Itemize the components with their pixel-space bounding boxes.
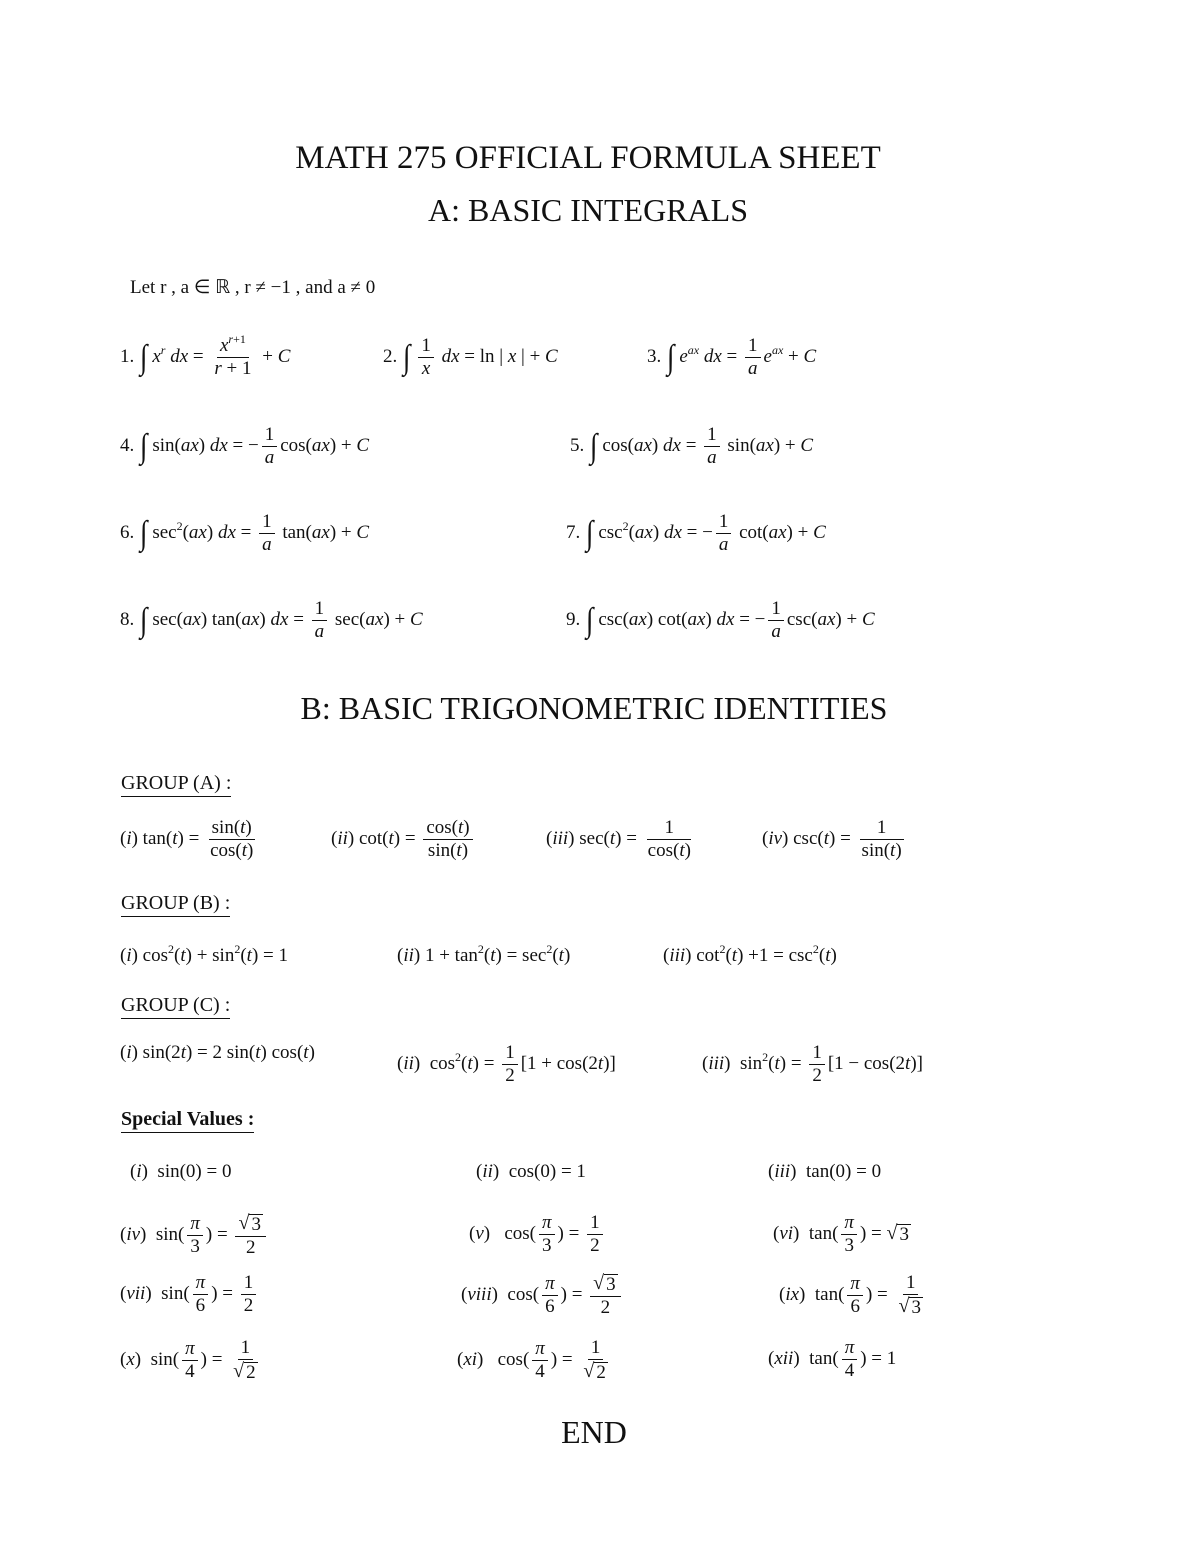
page-title: MATH 275 OFFICIAL FORMULA SHEET	[295, 140, 881, 176]
special-value-ii: (ii) cos(0) = 1	[476, 1161, 586, 1182]
integral-8: 8. ∫ sec(ax) tan(ax) dx = $\frac{1}{a}$ sec(ax) + C	[120, 598, 423, 642]
integral-number: 4.	[120, 434, 135, 456]
special-values-label: Special Values :	[121, 1108, 254, 1133]
identity-a-iii: (iii) sec(t) = $\frac{1}{\cos(t)}$	[546, 817, 691, 861]
section-b-heading: B: BASIC TRIGONOMETRIC IDENTITIES	[300, 690, 888, 726]
identity-a-ii: (ii) cot(t) = $\frac{\cos(t)}{\sin(t)}$	[331, 818, 476, 861]
identity-a-iv: (iv) csc(t) = $\frac{1}{\sin(t)}$	[762, 817, 902, 861]
integral-number: 8.	[120, 608, 135, 630]
identity-c-iii: (iii) $\sin^2(t)$ = $\frac{1}{2}$ [1 − cos(2t)]	[702, 1042, 923, 1086]
integral-number: 6.	[120, 521, 135, 543]
integral-7: 7. ∫ $\csc^2(ax)$ dx = − $\frac{1}{a}$ cot(ax) + C	[566, 511, 826, 555]
identity-b-i: (i) $\cos^2(t) + \sin^2(t) = 1$	[120, 942, 288, 966]
identity-c-i: (i) sin(2t) = 2 sin(t) cos(t)	[120, 1042, 315, 1063]
section-a-heading: A: BASIC INTEGRALS	[427, 192, 748, 228]
integral-3: 3. ∫ $e^{ax}$ dx = $\frac{1}{a}$ $e^{ax} + C$	[647, 335, 817, 379]
special-value-i: (i) sin(0) = 0	[130, 1161, 232, 1182]
integral-number: 7.	[566, 521, 581, 543]
end-marker: END	[561, 1414, 627, 1450]
special-value-v: (v) cos( $\frac{\pi}{3}$ ) = $\frac{1}{2}$	[469, 1213, 606, 1256]
special-value-xii: (xii) tan( $\frac{\pi}{4}$ ) = 1	[768, 1337, 897, 1381]
integral-6: 6. ∫ $\sec^2(ax)$ dx = $\frac{1}{a}$ tan(ax) + C	[120, 511, 370, 555]
special-value-x: (x) sin( $\frac{\pi}{4}$ ) = 1 √ 2	[120, 1337, 256, 1383]
integral-1: 1. ∫ $x^r$ dx = $\frac{x^{r+1}}{r + 1}$ + C	[120, 332, 291, 379]
identity-c-ii: (ii) $\cos^2(t)$ = $\frac{1}{2}$ [1 + cos(2t)]	[397, 1042, 616, 1086]
integral-number: 3.	[647, 345, 662, 367]
group-b-label: GROUP (B) :	[121, 892, 230, 917]
integral-number: 1.	[120, 345, 135, 367]
integral-5: 5. ∫ cos(ax) dx = $\frac{1}{a}$ sin(ax) + C	[570, 424, 814, 468]
special-value-vii: (vii) sin( $\frac{\pi}{6}$ ) = $\frac{1}{2}$	[120, 1273, 259, 1316]
special-value-xi: (xi) cos( $\frac{\pi}{4}$ ) = 1 √ 2	[457, 1337, 606, 1383]
special-value-viii: (viii) cos( $\frac{\pi}{6}$ ) = √ 3 2	[461, 1273, 624, 1318]
group-a-label: GROUP (A) :	[121, 772, 231, 797]
integral-number: 9.	[566, 608, 581, 630]
integral-9: 9. ∫ csc(ax) cot(ax) dx = − $\frac{1}{a}$ csc(ax) + C	[566, 598, 875, 642]
assumption-line: Let r , a ∈ ℝ , r ≠ −1 , and a ≠ 0	[130, 277, 376, 298]
integral-4: 4. ∫ sin(ax) dx = − $\frac{1}{a}$ cos(ax) + C	[120, 424, 370, 468]
group-c-label: GROUP (C) :	[121, 994, 230, 1019]
special-value-vi: (vi) tan( $\frac{\pi}{3}$ ) = √ 3	[773, 1212, 909, 1256]
identity-b-ii: (ii) $1 + \tan^2(t) = \sec^2(t)$	[397, 942, 571, 966]
identity-a-i: (i) tan(t) = $\frac{\sin(t)}{\cos(t)}$	[120, 817, 254, 861]
identity-b-iii: (iii) $\cot^2(t) +1 = \csc^2(t)$	[663, 942, 837, 966]
integral-2: 2. ∫ $\frac{1}{x}$ dx = ln | x | + C	[383, 335, 558, 379]
special-value-ix: (ix) tan( $\frac{\pi}{6}$ ) = 1 √ 3	[779, 1272, 921, 1318]
integral-number: 2.	[383, 345, 398, 367]
special-value-iv: (iv) sin( $\frac{\pi}{3}$ ) = √ 3 2	[120, 1213, 269, 1258]
special-value-iii: (iii) tan(0) = 0	[768, 1161, 882, 1182]
integral-number: 5.	[570, 434, 585, 456]
